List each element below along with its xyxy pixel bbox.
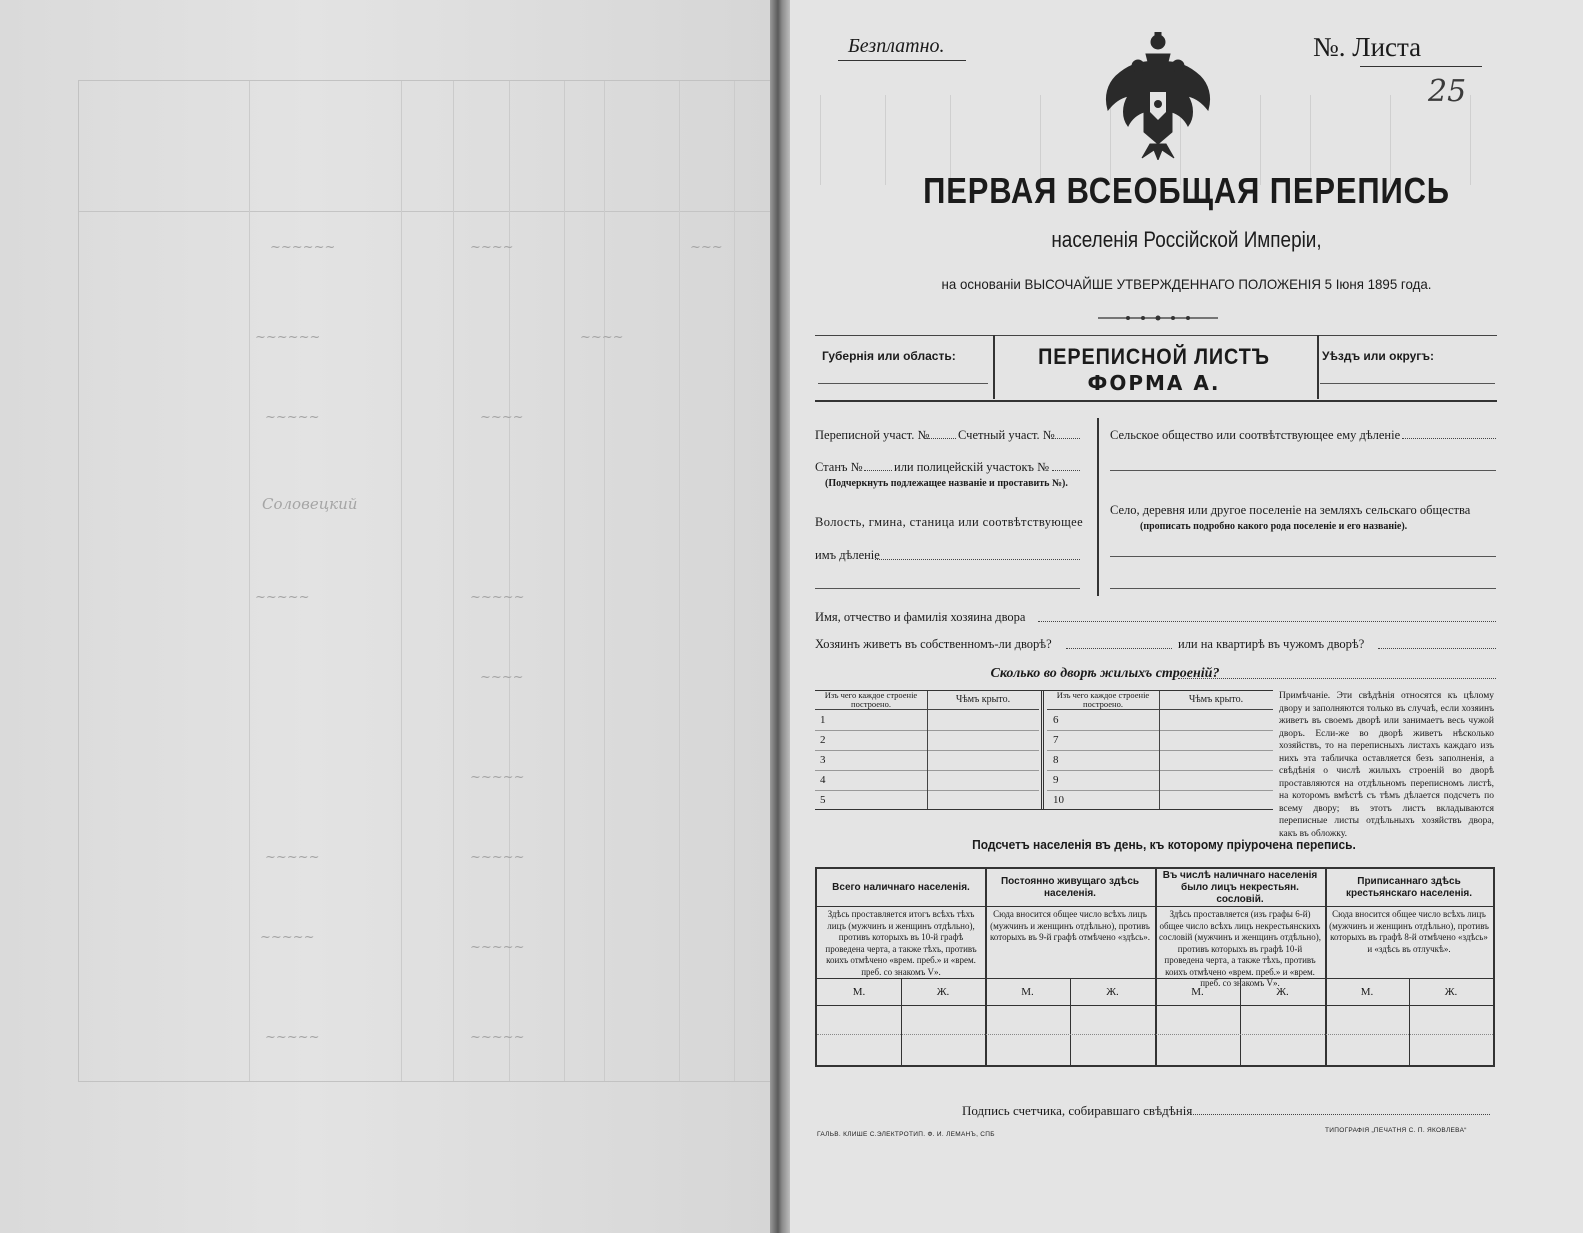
ghost-note-2: Соловецкий: [262, 495, 358, 513]
village-label: Село, деревня или другое поселеніе на земляхъ сельскаго общества: [1110, 503, 1471, 517]
count-head-nonpeasant: Въ числѣ наличнаго населенія было лицъ некрестьян. сословій.: [1155, 869, 1325, 907]
female-header: Ж.: [1409, 979, 1493, 1006]
book-gutter: [770, 0, 790, 1233]
owner-own-yard-label: Хозяинъ живетъ въ собственномъ-ли дворѣ?: [815, 637, 1052, 651]
buildings-title: Сколько во дворѣ жилыхъ строеній?: [990, 666, 1220, 681]
village-note: (прописать подробно какого рода поселеніе и его названіе).: [1140, 521, 1408, 532]
row-num: 1: [820, 714, 826, 726]
form-subtitle: ФОРМА А.: [1087, 371, 1221, 395]
male-header: М.: [985, 979, 1070, 1006]
province-label: Губернія или область:: [822, 349, 956, 363]
volost-cont-label: имъ дѣленіе: [815, 548, 880, 562]
row-num: 5: [820, 794, 826, 806]
free-label: Безплатно.: [848, 35, 945, 57]
count-desc-permanent: Сюда вносится общее число всѣхъ лицъ (мужчинъ и женщинъ отдѣльно), противъ которыхъ въ 9-й графѣ отмѣчено «здѣсь».: [985, 907, 1155, 979]
double-headed-eagle-icon: [1098, 32, 1218, 160]
census-section-label: Переписной участ. №: [815, 428, 930, 442]
legal-basis: на основаніи ВЫСОЧАЙШЕ УТВЕРЖДЕННАГО ПОЛОЖЕНІЯ 5 Іюня 1895 года.: [941, 276, 1432, 292]
main-title: ПЕРВАЯ ВСЕОБЩАЯ ПЕРЕПИСЬ: [923, 170, 1450, 211]
district-label: Уѣздъ или округъ:: [1322, 349, 1435, 363]
count-head-total: Всего наличнаго населенія.: [817, 869, 985, 907]
volost-label: Волость, гмина, станица или соотвѣтствующее: [815, 515, 1084, 529]
row-num: 10: [1053, 794, 1064, 806]
count-table: [815, 867, 1495, 1067]
form-title: ПЕРЕПИСНОЙ ЛИСТЪ: [1038, 344, 1270, 369]
row-num: 3: [820, 754, 826, 766]
printer-right: ТИПОГРАФІЯ „ПЕЧАТНЯ С. П. ЯКОВЛЕВА“: [1325, 1127, 1467, 1134]
subtitle: населенія Россійской Имперіи,: [1051, 227, 1322, 252]
police-label: или полицейскій участокъ №: [894, 460, 1050, 474]
owner-name-label: Имя, отчество и фамилія хозяина двора: [815, 610, 1026, 624]
col-roof: Чѣмъ крыто.: [927, 691, 1039, 710]
row-num: 8: [1053, 754, 1059, 766]
row-num: 2: [820, 734, 826, 746]
male-header: М.: [1325, 979, 1409, 1006]
sheet-number-handwritten: 25: [1428, 74, 1467, 109]
count-desc-nonpeasant: Здѣсь проставляется (изъ графы 6-й) общее число всѣхъ лицъ некрестьянскихъ сословій (мужчинъ и женщинъ отдѣльно), противъ которыхъ въ графѣ 10-й проведена черта, а также тѣхъ, противъ коихъ отмѣчено «врем. преб.» и «врем. преб. со знакомъ V».: [1155, 907, 1325, 979]
buildings-table: [815, 690, 1273, 810]
count-desc-peasant: Сюда вносится общее число всѣхъ лицъ (мужчинъ и женщинъ отдѣльно), противъ которыхъ въ графѣ 8-й отмѣчено «здѣсь» и «здѣсь въ отлучкѣ».: [1325, 907, 1493, 979]
count-title: Подсчетъ населенія въ день, къ которому пріурочена перепись.: [972, 837, 1356, 852]
ornament-divider: [1098, 313, 1218, 323]
row-num: 6: [1053, 714, 1059, 726]
female-header: Ж.: [1070, 979, 1155, 1006]
count-desc-total: Здѣсь проставляется итогъ всѣхъ тѣхъ лицъ (мужчинъ и женщинъ отдѣльно), противъ которыхъ въ 10-й графѣ проведена черта, а также тѣхъ, противъ коихъ отмѣчено «врем. преб.» и «врем. преб. со знакомъ V».: [817, 907, 985, 979]
female-header: Ж.: [1240, 979, 1325, 1006]
female-header: Ж.: [901, 979, 985, 1006]
note-paragraph: Примѣчаніе. Эти свѣдѣнія относятся къ цѣлому двору и заполняются только въ случаѣ, если хозяинъ живетъ въ своемъ дворѣ или занимаетъ весь чужой дворъ. Если-же во дворѣ живетъ нѣсколько хозяйствъ, то на переписныхъ листахъ каждаго изъ нихъ эта табличка оставляется безъ заполненія, а свѣдѣнія о числѣ жилыхъ строеній во дворѣ проставляются на отдѣльномъ переписномъ листѣ, на которомъ вмѣстѣ съ тѣмъ дѣлается подсчетъ по всему двору; въ этотъ листъ вкладываются переписные листы отдѣльныхъ хозяйствъ двора, какъ въ обложку.: [1279, 691, 1494, 839]
owner-rent-label: или на квартирѣ въ чужомъ дворѣ?: [1178, 637, 1365, 651]
village-society-label: Сельское общество или соотвѣтствующее ему дѣленіе: [1110, 428, 1401, 442]
left-page: ~~~~~~ ~~~~ ~~~ ~~~~~~ ~~~~ ~~~~~ ~~~~ Соловецкий ~~~~~ ~~~~~ ~~~~ ~~~~~ ~~~~~ ~~~~~ ~~~~~ ~~~~~ ~~~~~ ~~~~~: [0, 0, 777, 1233]
printer-left: ГАЛЬВ. КЛИШЕ С.ЭЛЕКТРОТИП. Ф. И. ЛЕМАНЪ, СПБ: [817, 1131, 995, 1138]
count-head-permanent: Постоянно живущаго здѣсь населенія.: [985, 869, 1155, 907]
sheet-number-label: №. Листа: [1313, 32, 1422, 62]
col-material: Изъ чего каждое строеніе построено.: [815, 691, 928, 710]
row-num: 4: [820, 774, 826, 786]
ghost-table: [78, 80, 780, 1082]
col-roof: Чѣмъ крыто.: [1159, 691, 1273, 710]
male-header: М.: [1155, 979, 1240, 1006]
count-head-peasant: Приписаннаго здѣсь крестьянскаго населенія.: [1325, 869, 1493, 907]
underline-note: (Подчеркнуть подлежащее названіе и проставить №).: [825, 478, 1068, 489]
row-num: 7: [1053, 734, 1059, 746]
counting-section-label: Счетный участ. №: [958, 428, 1055, 442]
row-num: 9: [1053, 774, 1059, 786]
signature-label: Подпись счетчика, собиравшаго свѣдѣнія: [962, 1103, 1193, 1118]
male-header: М.: [817, 979, 901, 1006]
stan-label: Станъ №: [815, 460, 863, 474]
col-material: Изъ чего каждое строеніе построено.: [1047, 691, 1160, 710]
location-divider: [1097, 418, 1099, 596]
